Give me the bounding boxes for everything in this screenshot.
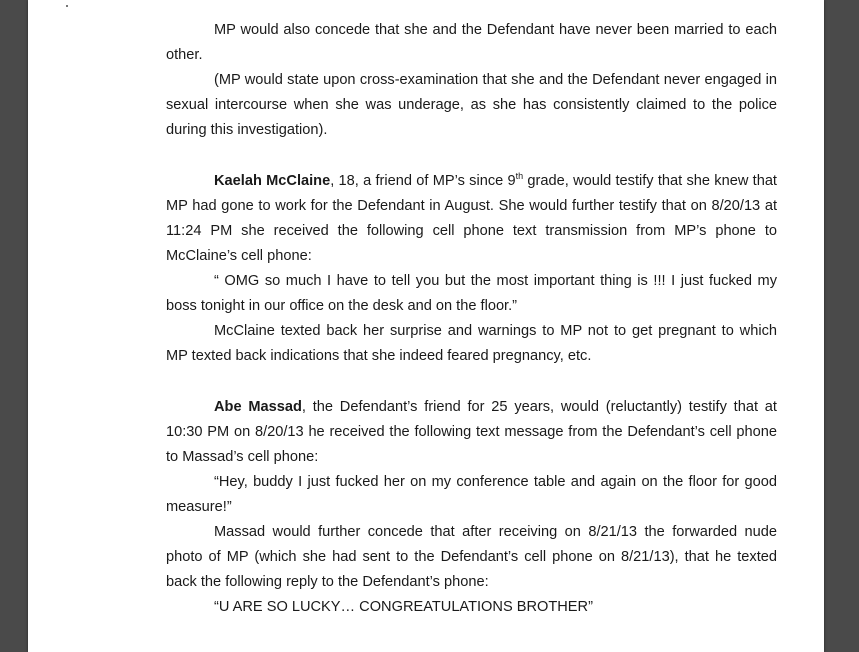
mcclaine-text-a: , 18, a friend of MP’s since 9 <box>330 173 516 189</box>
witness-name-mcclaine: Kaelah McClaine <box>214 173 331 189</box>
ordinal-suffix: th <box>515 171 524 181</box>
paragraph-mcclaine-reply: McClaine texted back her surprise and warnings to MP not to get pregnant to which MP texted back indications that she indeed feared pregnancy, etc. <box>166 323 777 364</box>
massad-text: , the Defendant’s friend for 25 years, would (reluctantly) testify that at 10:30 PM on 8/20/13 he received the following text message from the Defendant’s cell phone to Massad’s cell phone: <box>166 399 777 465</box>
mcclaine-text-b: grade, would testify that she knew that MP had gone to work for the Defendant in August. She would further testify that on 8/20/13 at 11:24 PM she received the following cell phone text transmission from MP’s phone to McClaine’s cell phone: <box>166 173 777 264</box>
quote-mp-text: “ OMG so much I have to tell you but the most important thing is !!! I just fucked my boss tonight in our office on the desk and on the floor.” <box>166 273 777 314</box>
document-page <box>28 0 824 652</box>
paragraph-massad-concession: Massad would further concede that after receiving on 8/21/13 the forwarded nude photo of MP (which she had sent to the Defendant’s cell phone on 8/21/13), that he texted back the following reply to the Defendant’s phone: <box>166 524 777 590</box>
paragraph-mcclaine-testimony <box>166 169 777 269</box>
scan-speck <box>66 5 68 7</box>
quote-defendant-text: “Hey, buddy I just fucked her on my conference table and again on the floor for good measure!” <box>166 474 777 515</box>
paragraph-massad-testimony <box>166 395 777 470</box>
document-body <box>166 18 777 620</box>
witness-name-massad: Abe Massad <box>214 399 302 415</box>
quote-massad-reply: “U ARE SO LUCKY… CONGREATULATIONS BROTHER” <box>214 599 593 615</box>
paragraph-concession: MP would also concede that she and the Defendant have never been married to each other. <box>166 22 777 63</box>
paragraph-cross-examination: (MP would state upon cross-examination that she and the Defendant never engaged in sexual intercourse when she was underage, as she has consistently claimed to the police during this investigation). <box>166 72 777 138</box>
